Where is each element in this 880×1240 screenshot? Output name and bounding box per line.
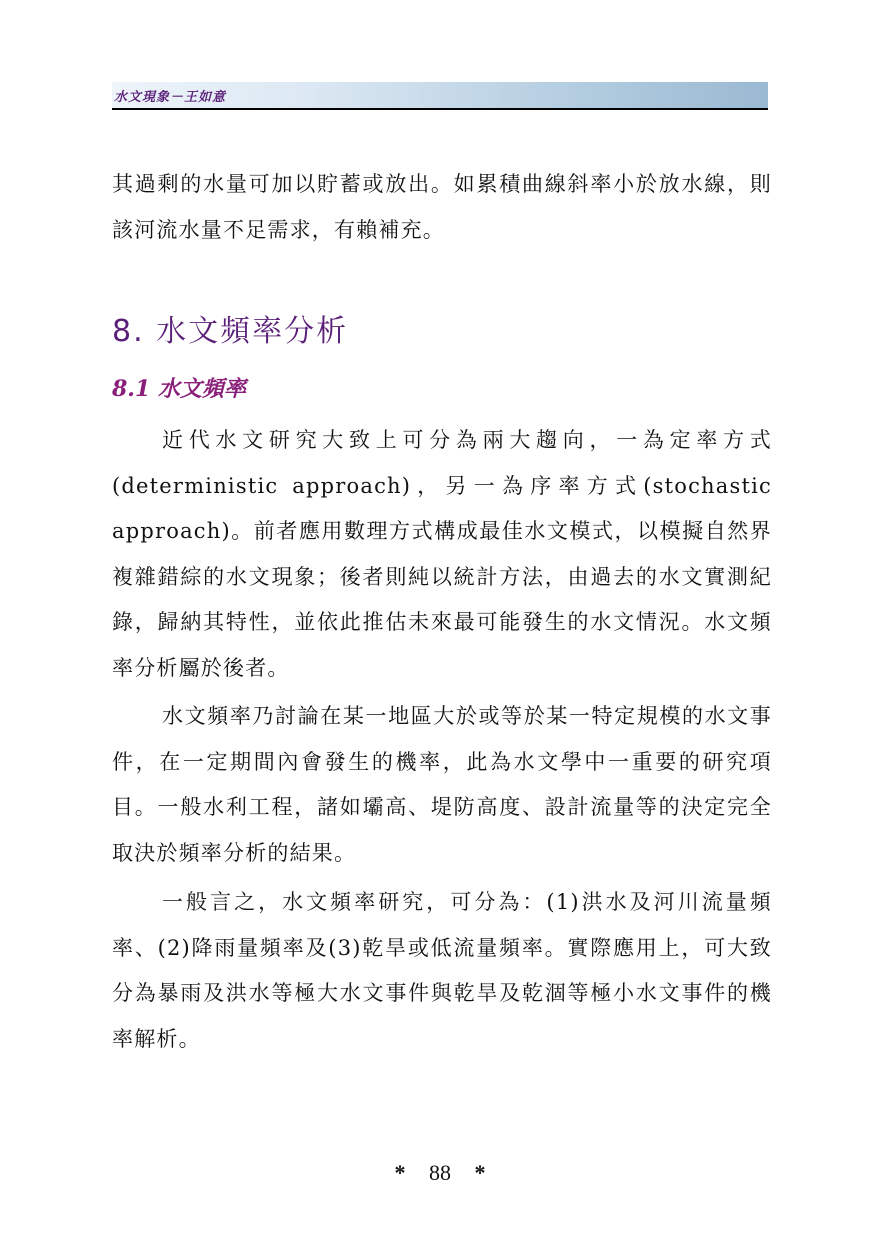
subsection-heading: 8.1 水文頻率 (112, 376, 246, 402)
page-number: 88 (429, 1160, 451, 1185)
body-paragraph-3: 一般言之，水文頻率研究，可分為：(1)洪水及河川流量頻率、(2)降雨量頻率及(3)乾旱或低流量頻率。實際應用上，可大致分為暴雨及洪水等極大水文事件與乾旱及乾涸等極小水文事件的機率解析。 (112, 890, 772, 1051)
intro-paragraph: 其過剩的水量可加以貯蓄或放出。如累積曲線斜率小於放水線，則該河流水量不足需求，有賴補充。 (112, 172, 772, 242)
running-header-title: 水文現象－王如意 (114, 90, 227, 105)
body-paragraph-2: 水文頻率乃討論在某一地區大於或等於某一特定規模的水文事件，在一定期間內會發生的機率，此為水文學中一重要的研究項目。一般水利工程，諸如壩高、堤防高度、設計流量等的決定完全取決於頻率分析的結果。 (112, 704, 772, 865)
section-heading: 8. 水文頻率分析 (112, 314, 349, 349)
page-footer (0, 1160, 880, 1186)
footer-star-left: * (394, 1160, 406, 1185)
footer-star-right: * (474, 1160, 486, 1185)
body-paragraph-1: 近代水文研究大致上可分為兩大趨向，一為定率方式(deterministic approach)，另一為序率方式(stochastic approach)。前者應用數理方式構成最佳水文模式，以模擬自然界複雜錯綜的水文現象；後者則純以統計方法，由過去的水文實測紀錄，歸納其特性，並依此推估未來最可能發生的水文情況。水文頻率分析屬於後者。 (112, 428, 772, 680)
